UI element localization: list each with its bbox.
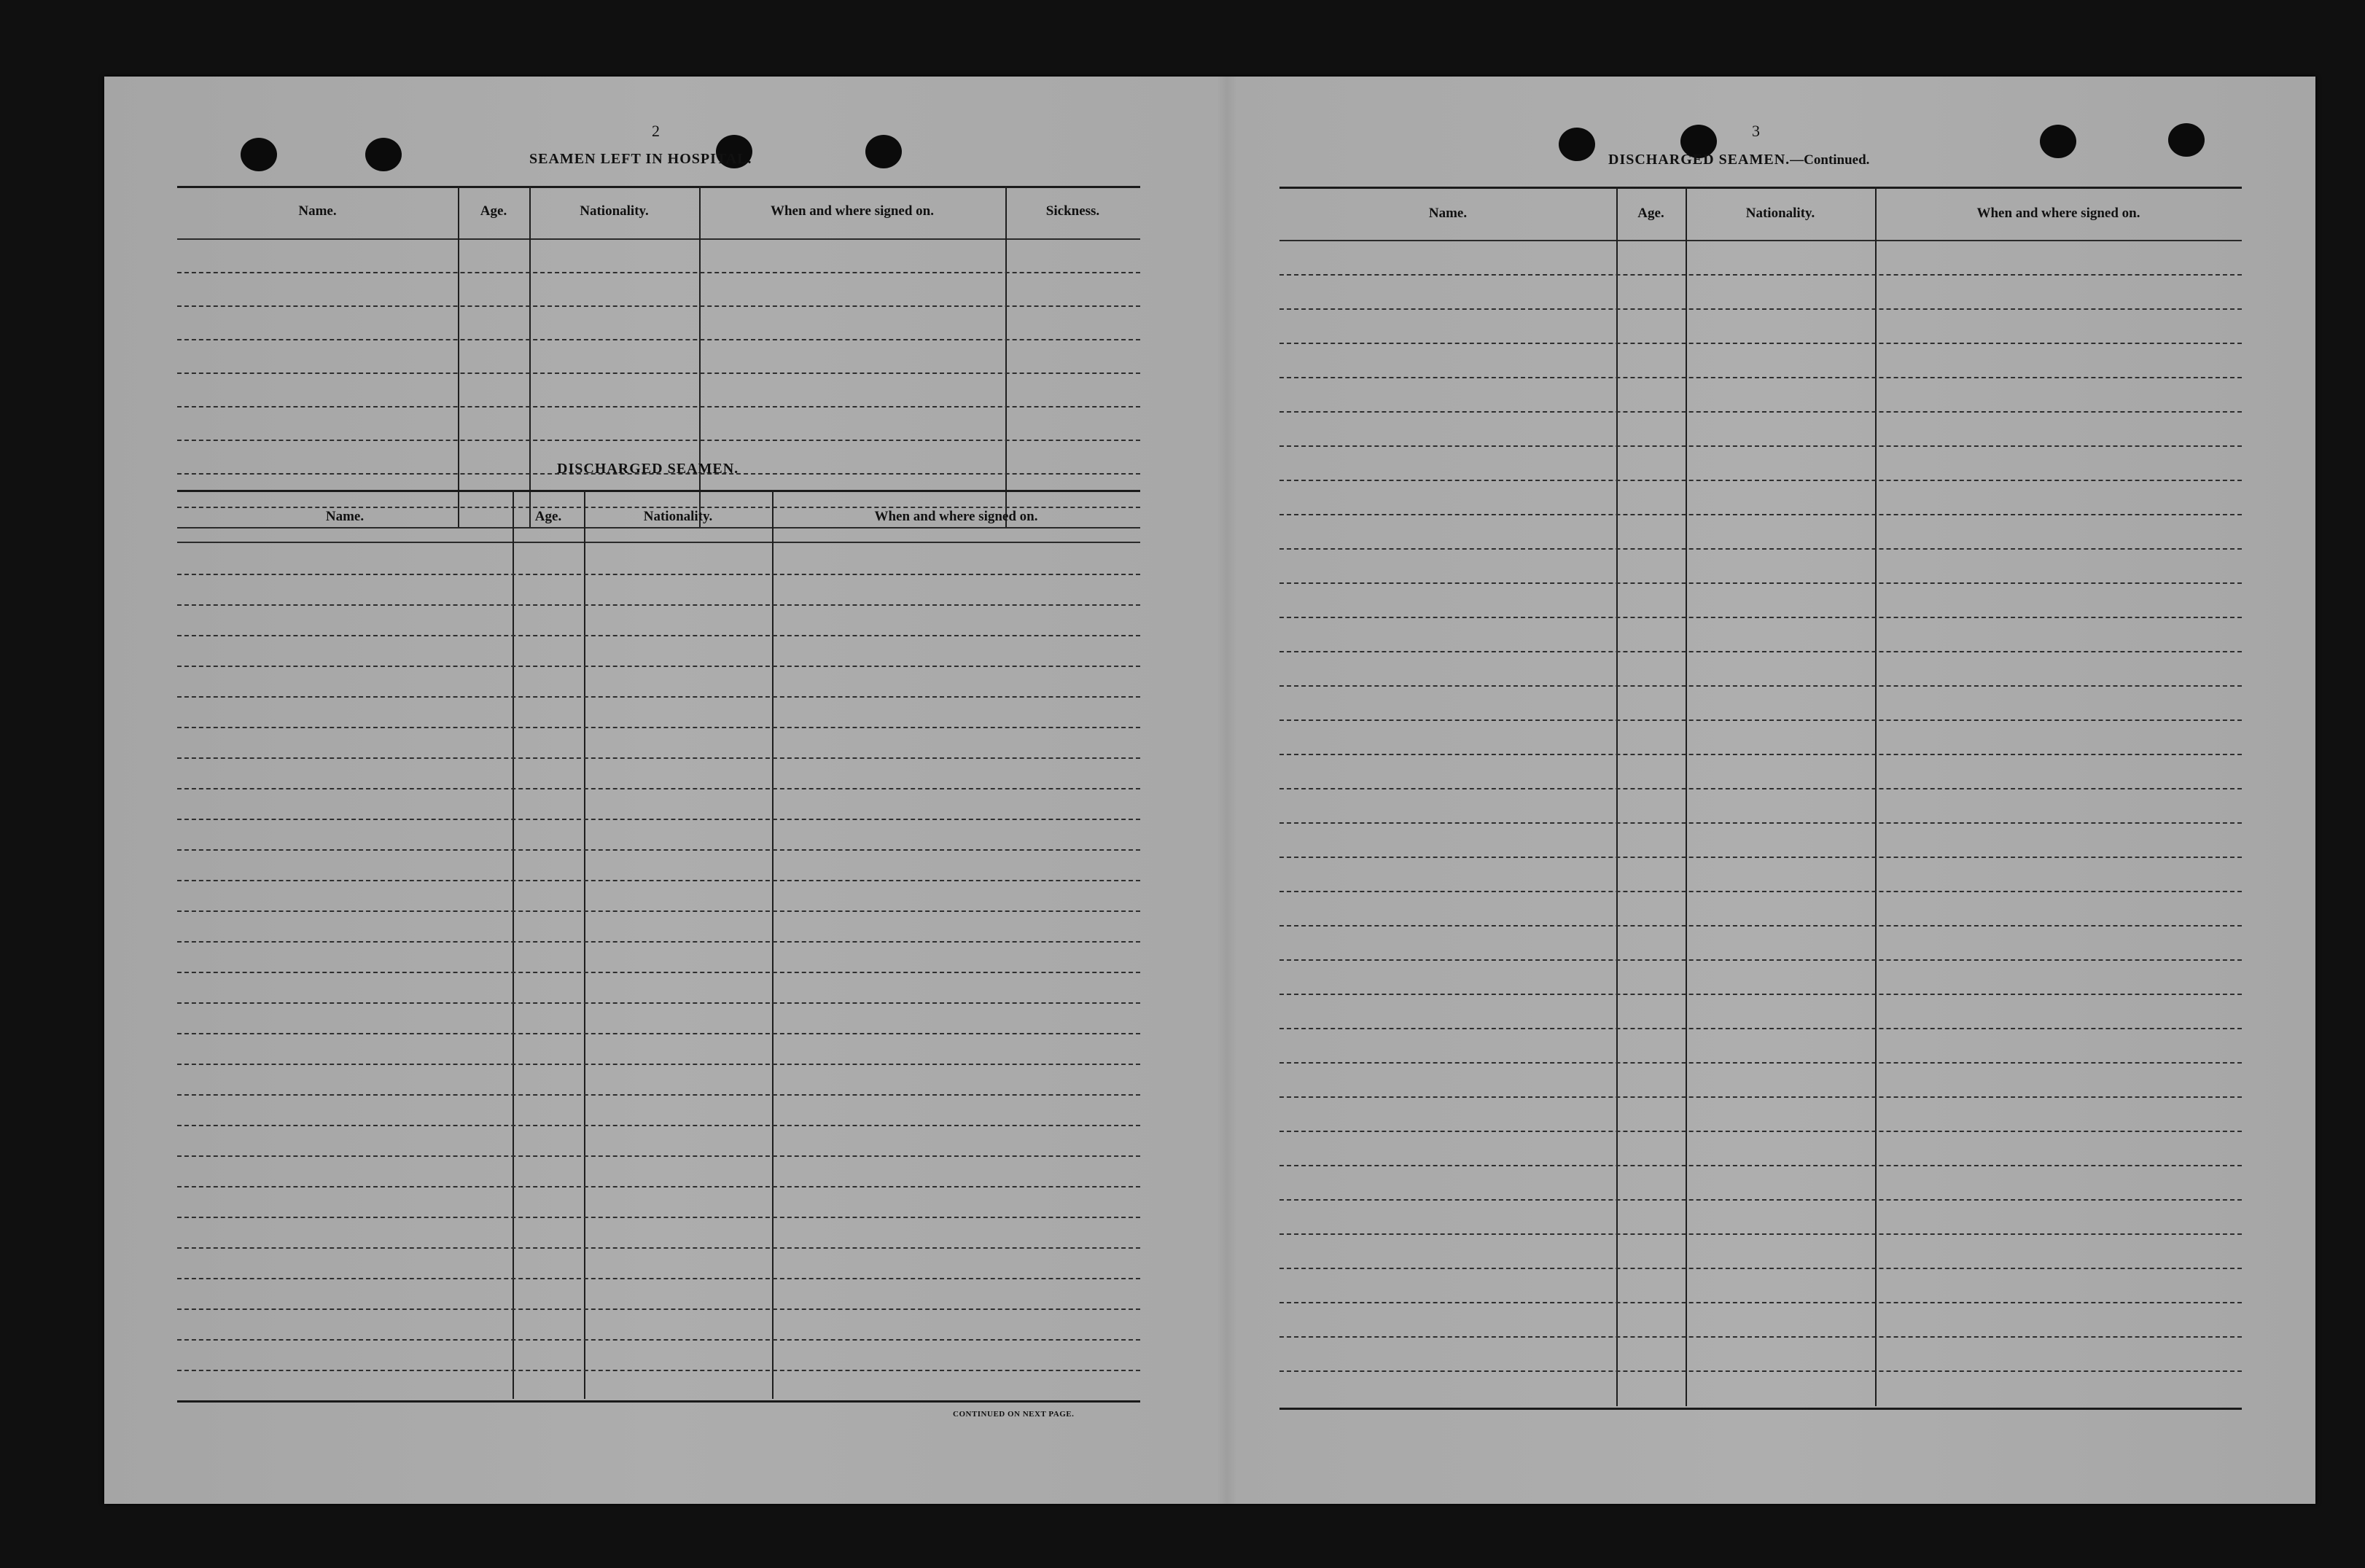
table-row [1279,411,2242,413]
table-row [1279,1302,2242,1303]
col-header-signed-on: When and where signed on. [874,509,1038,524]
table-row [177,880,1140,881]
table-row [177,696,1140,698]
table-row [177,604,1140,606]
table-row [177,272,1140,273]
table-row [1279,1233,2242,1235]
punch-hole [241,138,277,171]
col-header-age: Age. [1637,206,1664,221]
discharged-section-title: DISCHARGED SEAMEN. [557,461,739,477]
table-row [177,635,1140,636]
table-row [1279,1199,2242,1201]
table-row [1279,514,2242,515]
col-header-name: Name. [325,509,365,524]
table-row [1279,857,2242,858]
table-row [1279,822,2242,824]
col-header-nationality: Nationality. [1745,206,1815,221]
punch-hole [1559,128,1595,161]
table-row [177,727,1140,728]
table-row [177,1094,1140,1096]
table-row [1279,754,2242,755]
discharged-continued-title [1608,152,1869,168]
discharged-table-right [1279,187,2242,1411]
table-row [1279,1131,2242,1132]
table-row [177,1186,1140,1187]
table-row [177,1064,1140,1065]
table-row [177,1370,1140,1371]
page-number-right: 3 [1752,122,1760,140]
table-row [177,373,1140,374]
table-row [1279,891,2242,892]
table-row [177,788,1140,789]
table-row [1279,685,2242,687]
table-row [1279,274,2242,276]
page-number-left: 2 [652,122,660,140]
table-row [1279,959,2242,961]
col-header-name: Name. [298,203,337,219]
table-row [1279,617,2242,618]
table-row [1279,548,2242,550]
table-row [177,574,1140,575]
document-sheet [104,77,2315,1504]
table-row [177,339,1140,340]
table-row [1279,994,2242,995]
table-row [177,1339,1140,1341]
table-row [1279,1062,2242,1064]
table-row [177,910,1140,912]
table-row [177,440,1140,441]
table-row [177,1308,1140,1310]
table-row [1279,1268,2242,1269]
punch-hole [865,135,902,168]
col-header-name: Name. [1428,206,1468,221]
table-row [177,1125,1140,1126]
col-header-sickness: Sickness. [1045,203,1100,219]
table-row [1279,582,2242,584]
col-header-signed-on: When and where signed on. [1976,206,2140,221]
col-header-age: Age. [480,203,507,219]
punch-hole [2168,123,2205,157]
table-row [1279,719,2242,721]
table-row [177,972,1140,973]
table-row [177,849,1140,851]
table-row [1279,377,2242,378]
punch-hole [365,138,402,171]
table-row [177,666,1140,667]
table-row [177,941,1140,943]
table-row [177,757,1140,759]
continued-note: CONTINUED ON NEXT PAGE. [953,1410,1075,1419]
table-row [1279,480,2242,481]
table-row [177,1033,1140,1034]
col-header-age: Age. [534,509,562,524]
col-header-nationality: Nationality. [643,509,713,524]
hospital-section-title: SEAMEN LEFT IN HOSPITAL. [529,151,752,167]
table-row [1279,1336,2242,1338]
table-row [177,819,1140,820]
col-header-signed-on: When and where signed on. [770,203,934,219]
col-header-nationality: Nationality. [580,203,649,219]
table-row [1279,445,2242,447]
table-row [1279,1096,2242,1098]
bleed-through-marks [170,179,176,213]
discharged-continued-title-main: DISCHARGED SEAMEN. [1608,152,1791,168]
table-row [177,1217,1140,1218]
punch-hole [2040,125,2076,158]
table-row [177,1278,1140,1279]
table-row [1279,925,2242,927]
center-fold [1217,77,1237,1504]
table-row [1279,1165,2242,1166]
discharged-table-left [177,490,1140,1405]
table-row [177,406,1140,407]
table-row [177,1247,1140,1249]
table-row [177,1155,1140,1157]
table-row [177,1002,1140,1004]
table-row [177,305,1140,307]
table-row [1279,1370,2242,1372]
table-row [1279,343,2242,344]
table-row [1279,788,2242,789]
table-row [1279,308,2242,310]
table-row [1279,651,2242,652]
discharged-continued-suffix: —Continued. [1790,152,1870,168]
table-row [1279,1028,2242,1029]
